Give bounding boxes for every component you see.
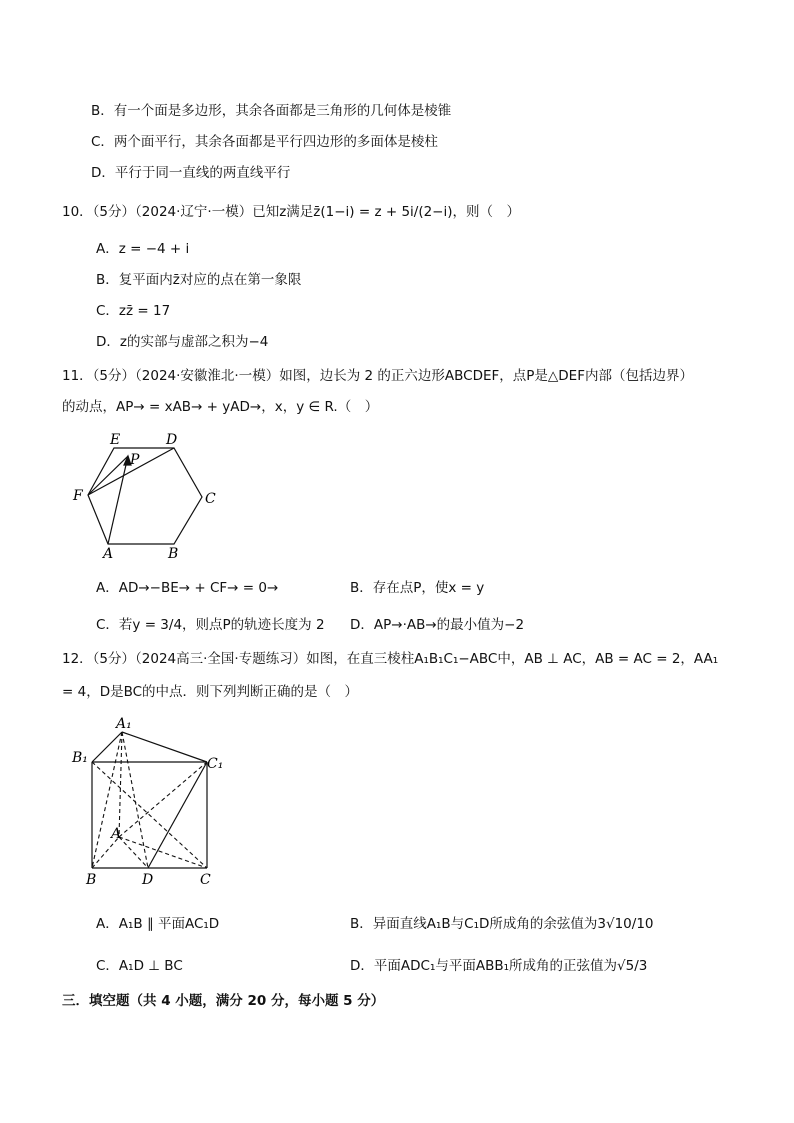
q11-option-b: B．存在点P，使x = y (350, 580, 485, 596)
label-f: F (73, 488, 83, 504)
q12-option-a: A．A₁B ∥ 平面AC₁D (96, 916, 220, 932)
label-d: D (166, 432, 178, 448)
label-c: C (205, 491, 216, 507)
q10-stem: 10．（5分）（2024·辽宁·一模）已知z满足z̄(1−i) = z + 5i/(2−i)，则（ ） (62, 204, 521, 220)
q12-option-b: B．异面直线A₁B与C₁D所成角的余弦值为3√10/10 (350, 916, 654, 932)
dashed-a1a (119, 732, 122, 837)
q11-option-a: A．AD→−BE→ + CF→ = 0→ (96, 580, 279, 596)
label-a: A (111, 826, 122, 842)
hexagon-outline (88, 448, 202, 544)
label-a1: A₁ (116, 716, 132, 732)
q9-option-b: B．有一个面是多边形，其余各面都是三角形的几何体是棱锥 (91, 103, 452, 119)
q10-option-c: C．zz̄ = 17 (96, 303, 171, 319)
q9-option-c: C．两个面平行，其余各面都是平行四边形的多面体是棱柱 (91, 134, 438, 150)
label-d: D (142, 872, 154, 888)
segment-fp (88, 456, 128, 495)
q9-option-d: D．平行于同一直线的两直线平行 (91, 165, 291, 181)
prism-figure (68, 710, 238, 894)
edge-a1c1 (122, 732, 207, 762)
segment-c1d (148, 762, 207, 868)
q11-option-c: C．若y = 3/4，则点P的轨迹长度为 2 (96, 617, 325, 633)
label-b: B (86, 872, 97, 888)
dashed-a1b (92, 732, 122, 868)
q11-stem-line1: 11．（5分）（2024·安徽淮北·一模）如图，边长为 2 的正六边形ABCDEF，点P是△DEF内部（包括边界） (62, 368, 693, 384)
q10-option-d: D．z的实部与虚部之积为−4 (96, 334, 269, 350)
label-c: C (200, 872, 211, 888)
label-c1: C₁ (207, 756, 224, 772)
label-p: P (130, 452, 140, 468)
edge-b1a1 (92, 732, 122, 762)
dashed-ac1 (119, 762, 207, 837)
dashed-b1c (92, 762, 207, 868)
q10-option-b: B．复平面内z̄对应的点在第一象限 (96, 272, 302, 288)
q11-option-d: D．AP→·AB→的最小值为−2 (350, 617, 525, 633)
label-a: A (103, 546, 114, 562)
dashed-a1d (122, 732, 148, 868)
q12-stem-line2: = 4，D是BC的中点．则下列判断正确的是（ ） (62, 684, 359, 700)
q12-option-c: C．A₁D ⊥ BC (96, 958, 183, 974)
segment-ap (108, 456, 128, 544)
label-b: B (168, 546, 179, 562)
hexagon-figure (70, 428, 230, 567)
q11-stem-line2: 的动点，AP→ = xAB→ + yAD→，x，y ∈ R.（ ） (62, 399, 379, 415)
label-e: E (110, 432, 121, 448)
section-3-heading: 三．填空题（共 4 小题，满分 20 分，每小题 5 分） (62, 993, 385, 1009)
q12-option-d: D．平面ADC₁与平面ABB₁所成角的正弦值为√5/3 (350, 958, 648, 974)
q12-stem-line1: 12．（5分）（2024高三·全国·专题练习）如图，在直三棱柱A₁B₁C₁−ABC中，AB ⊥ AC，AB = AC = 2，AA₁ (62, 651, 719, 667)
label-b1: B₁ (72, 750, 88, 766)
q10-option-a: A．z = −4 + i (96, 241, 190, 257)
